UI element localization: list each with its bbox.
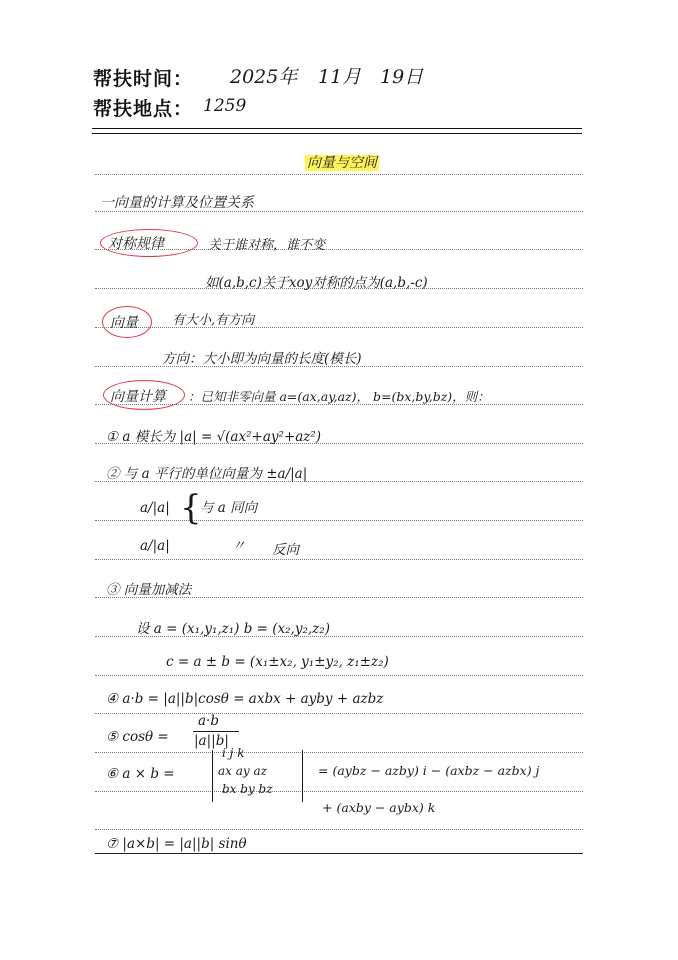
help-day: 19日	[380, 66, 424, 88]
header-rule-bottom	[92, 133, 582, 134]
cross-product-expansion-k: + (axby − aybx) k	[322, 800, 436, 815]
help-month: 11月	[318, 66, 362, 88]
item-cosine-left: ⑤ cosθ =	[106, 729, 169, 745]
item-unit-vector: ② 与 a 平行的单位向量为 ±a/|a|	[106, 466, 308, 482]
cosine-denominator: |a||b|	[194, 733, 229, 749]
item-vector-addition: ③ 向量加减法	[106, 582, 192, 598]
ruled-line	[95, 520, 583, 521]
ruled-line	[95, 791, 583, 792]
help-place-label: 帮扶地点：	[93, 98, 194, 120]
vector-calc-description: ：已知非零向量 a=(ax,ay,az)， b=(bx,by,bz)，则：	[188, 389, 490, 404]
ruled-line	[95, 174, 583, 175]
vector-note: 有大小,有方向	[172, 313, 255, 328]
ruled-line	[95, 752, 583, 753]
unit-vector-same-prefix: a/|a|	[140, 500, 170, 516]
section-heading: 一向量的计算及位置关系	[100, 195, 254, 211]
determinant-row-1: i j k	[222, 746, 245, 760]
page-title	[305, 152, 379, 172]
determinant-bar-left	[212, 750, 213, 802]
determinant-bar-right	[302, 750, 303, 802]
title-highlight: 向量与空间	[307, 155, 377, 171]
cross-product-expansion: = (aybz − azby) i − (axbz − azbx) j	[318, 763, 540, 778]
item-cross-product-left: ⑥ a × b =	[106, 766, 175, 782]
help-time-label: 帮扶时间：	[93, 68, 194, 90]
symmetry-example: 如(a,b,c)关于xoy对称的点为(a,b,-c)	[205, 275, 428, 291]
help-place-value: 1259	[203, 96, 247, 116]
unit-vector-opposite-prefix: a/|a|	[140, 538, 170, 554]
item-magnitude: ① a 模长为 |a| = √(ax²+ay²+az²)	[106, 429, 322, 445]
vector-definitions: 设 a = (x₁,y₁,z₁) b = (x₂,y₂,z₂)	[136, 621, 330, 637]
ruled-line-bottom	[95, 853, 583, 854]
symmetry-note: 关于谁对称，谁不变	[208, 238, 326, 253]
fraction-bar	[193, 731, 239, 732]
ruled-line	[95, 559, 583, 560]
help-year: 2025年	[230, 66, 298, 88]
vector-calc-label: 向量计算	[110, 389, 166, 405]
unit-vector-same-direction: 与 a 同向	[200, 500, 258, 516]
determinant-row-3: bx by bz	[222, 782, 273, 796]
vector-label: 向量	[110, 315, 138, 331]
vector-sum: c = a ± b = (x₁±x₂, y₁±y₂, z₁±z₂)	[166, 654, 389, 670]
ruled-line	[95, 675, 583, 676]
cosine-numerator: a·b	[198, 713, 219, 729]
brace-symbol: {	[180, 488, 202, 528]
item-dot-product: ④ a·b = |a||b|cosθ = axbx + ayby + azbz	[106, 691, 384, 707]
determinant-row-2: ax ay az	[218, 764, 267, 778]
vector-description: 方向：大小即为向量的长度(模长)	[162, 351, 362, 367]
ruled-line	[95, 713, 583, 714]
ruled-line	[95, 327, 583, 328]
ditto-mark: 〃	[232, 538, 246, 554]
item-cross-magnitude: ⑦ |a×b| = |a||b| sinθ	[106, 836, 247, 852]
ruled-line	[95, 829, 583, 830]
header-rule-top	[92, 128, 582, 129]
symmetry-label: 对称规律	[108, 236, 164, 252]
unit-vector-opposite-direction: 反向	[272, 542, 299, 558]
